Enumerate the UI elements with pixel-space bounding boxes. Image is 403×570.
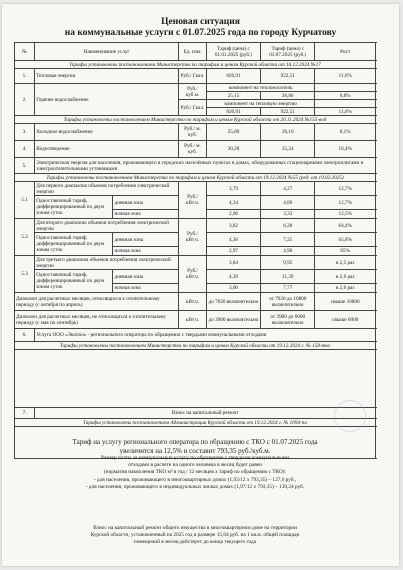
waste-info-line: - для населения, проживающего в индивидуальных жилых домах (1,97/12 x 793,35) – 130,24 руб. <box>85 483 305 490</box>
row-cold-water <box>15 124 376 141</box>
row-num: 5.1 <box>15 182 35 219</box>
note-electricity: Тарифы установлены постановлением Министерства по тарифам и ценам Курской области от 19.12.2024 №55 (ред. от 19.02.2025) <box>15 174 376 182</box>
row-num: 2. <box>15 84 35 116</box>
waste-info-line: (норматив накопления ТКО м³ в год / 12 месяцев x тариф по обращению с ТКО): <box>103 469 287 476</box>
day-zone-label: дневная зона <box>113 196 179 210</box>
row-new: 26,10 <box>261 124 315 141</box>
row-electricity-range-2 <box>15 219 376 233</box>
row-new: 9,95 <box>261 256 315 270</box>
row-num: 5.2 <box>15 219 35 256</box>
row-growth: 12,7% <box>315 196 376 210</box>
document-page <box>2 4 399 566</box>
component-label: компонент на тепловую энергию <box>206 100 315 108</box>
capital-repair-line: Взнос на капитальный ремонт общего имущества в многоквартирном доме на территории <box>93 525 297 531</box>
note-heat: Тарифы установлены постановлением Министерства по тарифам и ценам Курской области от 16.12.2024 №17 <box>15 61 376 69</box>
row-old: 2,97 <box>206 247 260 256</box>
document-subtitle: на коммунальные услуги с 01.07.2025 года по городу Курчатову <box>64 28 337 38</box>
waste-info-line: Размер платы за коммунальную услугу по обращению с твердыми коммунальными <box>100 455 290 461</box>
waste-info-line: - для населения, проживающего в многоквартирных домах (1,93/12 x 793,35) – 127,6 руб., <box>93 476 297 483</box>
row-old: 826,91 <box>206 108 260 116</box>
day-zone-label: дневная зона <box>113 233 179 247</box>
row-new: 4,90 <box>261 247 315 256</box>
header-name: Наименование услуг <box>35 43 179 61</box>
row-old: 3,82 <box>206 219 260 233</box>
row-growth: 64,4% <box>315 219 376 233</box>
row-name: Тепловая энергия <box>35 69 179 84</box>
waste-info-cell <box>15 350 376 408</box>
row-old: до 7020 включительно <box>206 293 260 311</box>
row-growth: 65% <box>315 247 376 256</box>
row-old: до 3900 включительно <box>206 311 260 329</box>
row-range-non-heating-season <box>15 311 376 329</box>
note-capital-repair: Тарифы установлены постановлением Администрации Курской области от 19.12.2024 г. № 1094-па <box>15 419 376 427</box>
row-new: 3,33 <box>261 210 315 219</box>
row-growth: 11,6% <box>315 69 376 84</box>
row-num: 4. <box>15 141 35 158</box>
row-new: 4,27 <box>261 182 315 196</box>
row-unit: Руб./ кВт.ч. <box>179 182 207 219</box>
row-new: 7,77 <box>261 284 315 293</box>
row-new: 6,28 <box>261 219 315 233</box>
row-growth: 11,6% <box>315 108 376 116</box>
row-electricity-range-1 <box>15 182 376 196</box>
row-name: Холодное водоснабжение <box>35 124 179 141</box>
row-unit: кВт.ч. <box>179 293 207 311</box>
row-growth: 12,7% <box>315 182 376 196</box>
row-num: 5. <box>15 158 35 174</box>
row-unit: Руб./ кВт.ч. <box>179 219 207 256</box>
row-electricity <box>15 158 376 174</box>
row-old: 3,84 <box>206 256 260 270</box>
row-new: 4,89 <box>261 196 315 210</box>
row-new: от 7020 до 10800 включительно <box>261 293 315 311</box>
row-old: 4,39 <box>206 270 260 284</box>
row-electricity-range-3 <box>15 256 376 270</box>
row-growth: 8,1% <box>315 124 376 141</box>
row-old: 4,34 <box>206 196 260 210</box>
row-old: 4,36 <box>206 233 260 247</box>
row-growth: 6,8% <box>315 92 376 100</box>
night-zone-label: ночная зона <box>113 284 179 293</box>
waste-info-line: увеличится на 12,5% и составит 793,35 руб./куб.м. <box>119 446 271 455</box>
row-name: Электрическая энергия для населения, проживающего в городских населённых пунктах в домах, оборудованных стационарными электроплитами и электроотопительными установками <box>35 158 376 174</box>
row-old: 30,28 <box>206 141 260 158</box>
row-new: 7,25 <box>261 233 315 247</box>
header-num: № <box>15 43 35 61</box>
row-unit: Руб./ Гкал. <box>179 100 207 116</box>
range-label: Диапазон для расчетных месяцев, не относящихся к отопительному периоду (с мая по сентябрь) <box>15 311 179 329</box>
row-new: от 3900 до 6000 включительно <box>261 311 315 329</box>
row-new: 26,86 <box>261 92 315 100</box>
waste-info-heading: Тариф на услугу регионального оператора по обращению с ТКО с 01.07.2025 года <box>72 438 318 446</box>
day-zone-label: дневная зона <box>113 270 179 284</box>
faded-stamp <box>334 400 366 432</box>
night-zone-label: ночная зона <box>113 247 179 256</box>
night-zone-label: ночная зона <box>113 210 179 219</box>
document-title: Ценовая ситуация <box>161 17 240 27</box>
range-label: Для второго диапазона объемов потребления электрической энергии <box>35 219 179 233</box>
row-name: Горячее водоснабжение <box>35 84 179 116</box>
range-label: Для третьего диапазона объемов потребления электрической энергии <box>35 256 179 270</box>
row-unit: Руб./ м. куб. <box>179 141 207 158</box>
row-growth: 16,4% <box>315 141 376 158</box>
header-tariff-new: Тариф (цена) с 01.07.2025 (руб.) <box>261 43 315 61</box>
two-zone-label: Одноставочный тариф, дифференцированный по двум зонам суток <box>35 270 113 293</box>
row-growth: в 2,6 раз <box>315 270 376 284</box>
waste-info <box>14 438 376 491</box>
header-growth: Рост <box>315 43 376 61</box>
row-waste <box>15 329 376 342</box>
row-growth: 12,5% <box>315 210 376 219</box>
note-waste: Тарифы установлены постановлением Министерства по тарифам и ценам Курской области от 19.12.2024 г. № 158-тко <box>15 342 376 350</box>
row-growth: свыше 10800 <box>315 293 376 311</box>
row-unit: Руб./ кВт.ч. <box>179 256 207 293</box>
range-label: Диапазон для расчетных месяцев, относящихся к отопительному периоду (с октября по апрель) <box>15 293 179 311</box>
row-heat <box>15 69 376 84</box>
row-new: 35,24 <box>261 141 315 158</box>
range-label: Для первого диапазона объемов потребления электрической энергии <box>35 182 179 196</box>
two-zone-label: Одноставочный тариф, дифференцированный по двум зонам суток <box>35 196 113 219</box>
row-new: 922,51 <box>261 69 315 84</box>
row-num: 6. <box>15 329 35 342</box>
row-growth: свыше 6000 <box>315 311 376 329</box>
row-range-heating-season <box>15 293 376 311</box>
row-old: 826,91 <box>206 69 260 84</box>
row-old: 3,79 <box>206 182 260 196</box>
row-new: 922,51 <box>261 108 315 116</box>
row-growth: в 2,5 раз <box>315 256 376 270</box>
row-old: 3,00 <box>206 284 260 293</box>
row-name: Взнос на капитальный ремонт <box>35 408 376 419</box>
row-name: Услуга ООО «Экопол» - регионального оператора по обращению с твердыми коммунальными отходами <box>35 329 376 342</box>
row-num: 5.3 <box>15 256 35 293</box>
row-unit: кВт.ч. <box>179 311 207 329</box>
note-water: Тарифы установлены постановлением Министерства по тарифам и ценам Курской области от 20.11.2024 №155-вод <box>15 116 376 124</box>
row-name: Водоотведение <box>35 141 179 158</box>
waste-info-line: отходами в расчете на одного человека в месяц будет равен <box>128 462 262 469</box>
row-new: 11,39 <box>261 270 315 284</box>
header-tariff-old: Тариф (цена) с 01.01.2025 (руб.) <box>206 43 260 61</box>
component-label: компонент на теплоноситель <box>206 84 315 92</box>
row-growth: 65,8% <box>315 233 376 247</box>
row-old: 25,15 <box>206 92 260 100</box>
header-unit: Ед. изм. <box>179 43 207 61</box>
tariff-table <box>14 42 376 459</box>
row-sewage <box>15 141 376 158</box>
row-growth: в 2,6 раз <box>315 284 376 293</box>
row-old: 25,89 <box>206 124 260 141</box>
row-capital-repair <box>15 408 376 419</box>
capital-repair-info <box>14 525 376 547</box>
capital-repair-line: Курской области, установленный на 2025 год в размере 15,04 руб. на 1 кв.м. общей площади <box>90 532 300 539</box>
row-unit: Руб./ м. куб. <box>179 124 207 141</box>
row-hot-water-a <box>15 84 376 92</box>
row-unit: Руб./ куб.м. <box>179 84 207 100</box>
row-num: 3. <box>15 124 35 141</box>
row-num: 7. <box>15 408 35 419</box>
row-num: 1. <box>15 69 35 84</box>
two-zone-label: Одноставочный тариф, дифференцированный по двум зонам суток <box>35 233 113 256</box>
row-old: 2,96 <box>206 210 260 219</box>
row-unit: Руб./ Гкал. <box>179 69 207 84</box>
table-header <box>15 43 376 61</box>
capital-repair-line: помещений в месяц действует до конца текущего года <box>133 539 257 546</box>
